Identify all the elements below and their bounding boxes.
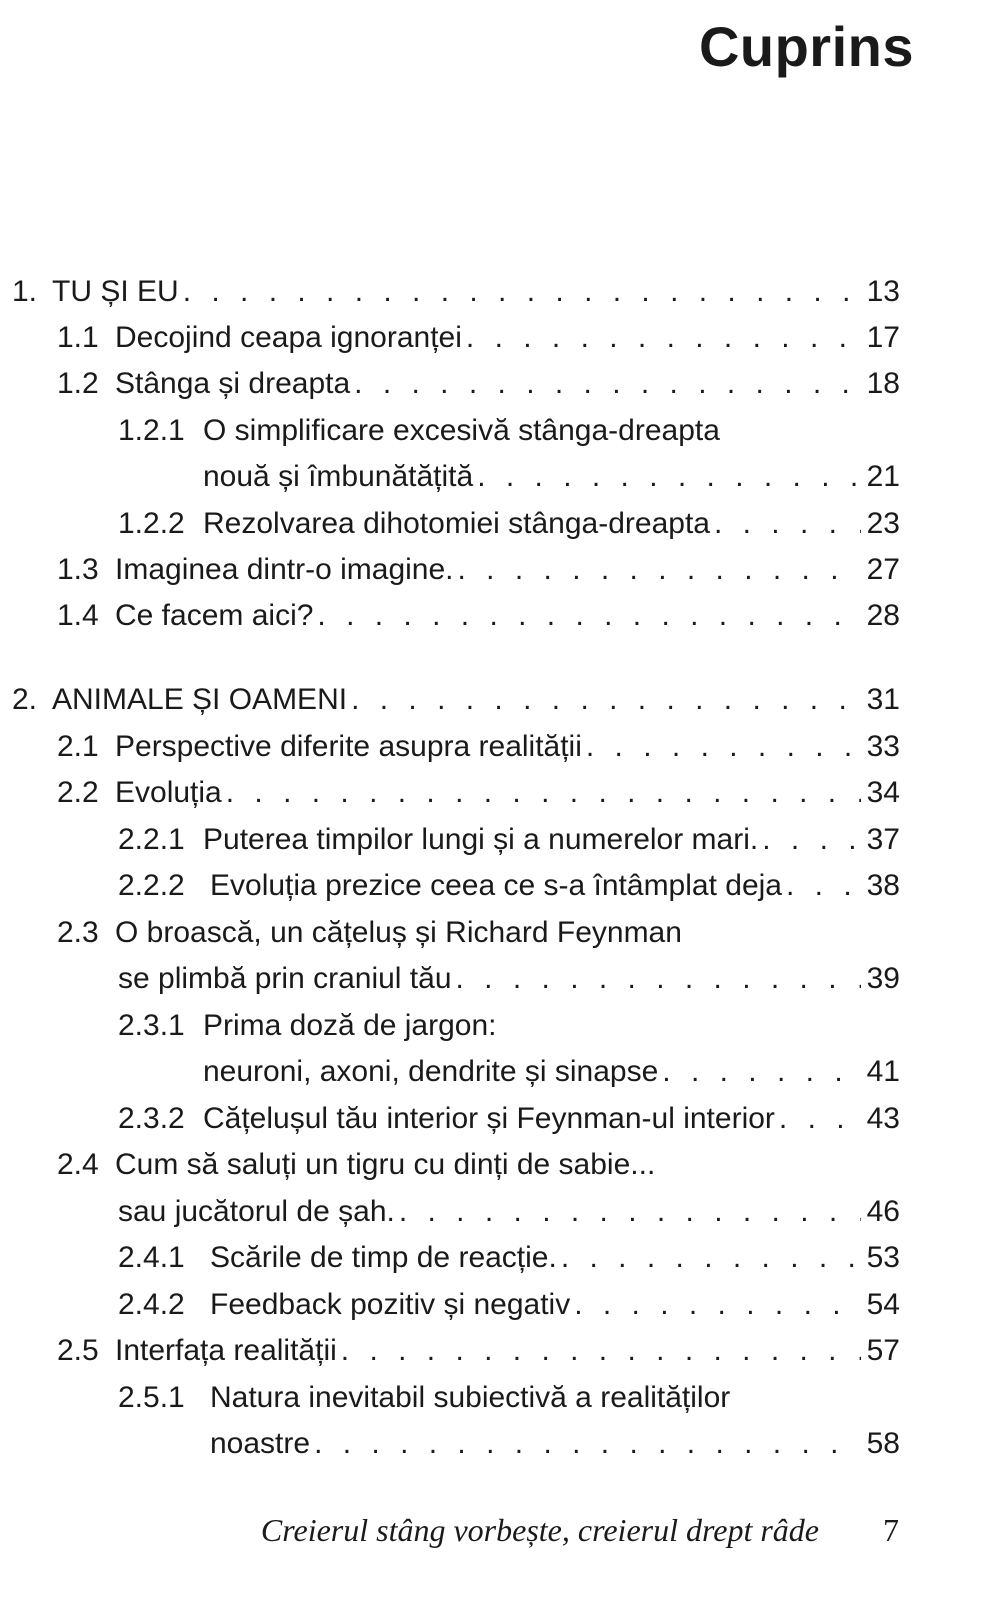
toc-leader-dots: [226, 773, 861, 813]
toc-leader-dots: [714, 504, 861, 544]
toc-label: Evoluția prezice ceea ce s-a întâmplat deja: [210, 869, 782, 902]
toc-label-line1: O broască, un cățeluș și Richard Feynman: [115, 916, 682, 949]
toc-leader-dots: [351, 680, 861, 720]
toc-entry[interactable]: [118, 959, 900, 999]
toc-page-number: 33: [866, 730, 900, 763]
toc-number: 1.2.1: [118, 414, 185, 447]
toc-label: Ce facem aici?: [115, 599, 314, 632]
toc-page-number: 39: [866, 962, 900, 995]
toc-number: 2.4.1: [118, 1241, 185, 1274]
toc-entry[interactable]: [210, 1238, 900, 1278]
toc-entry[interactable]: [115, 318, 900, 358]
toc-label: TU ȘI EU: [52, 275, 179, 308]
toc-number: 2.5.1: [118, 1381, 185, 1414]
toc-label: Interfața realității: [115, 1334, 337, 1367]
toc-leader-dots: [458, 550, 861, 590]
toc-page-number: 18: [866, 367, 900, 400]
footer-page-number: 7: [883, 1512, 899, 1548]
toc-number: 1.2.2: [118, 507, 185, 540]
toc-page-number: 46: [866, 1195, 900, 1228]
toc-number: 2.2.2: [118, 869, 185, 902]
toc-label: Scările de timp de reacție.: [210, 1241, 557, 1274]
toc-number: 2.3.1: [118, 1009, 185, 1042]
toc-entry[interactable]: [115, 773, 900, 813]
toc-label: sau jucătorul de șah.: [118, 1195, 395, 1228]
toc-entry[interactable]: [203, 820, 900, 860]
toc-page-number: 23: [866, 507, 900, 540]
toc-leader-dots: [314, 1424, 861, 1464]
toc-leader-dots: [354, 364, 860, 404]
toc-page-number: 34: [866, 776, 900, 809]
page-title: Cuprins: [698, 15, 914, 78]
toc-leader-dots: [341, 1331, 861, 1371]
toc-label: se plimbă prin craniul tău: [118, 962, 452, 995]
toc-page-number: 38: [866, 869, 900, 902]
toc-page-number: 37: [866, 823, 900, 856]
toc-leader-dots: [762, 820, 860, 860]
toc-entry[interactable]: [115, 364, 900, 404]
toc-label: Puterea timpilor lungi și a numerelor mari.: [203, 823, 759, 856]
toc-page-number: 43: [866, 1102, 900, 1135]
toc-label: nouă și îmbunătățită: [203, 460, 474, 493]
toc-leader-dots: [662, 1052, 860, 1092]
toc-page-number: 54: [866, 1288, 900, 1321]
toc-label-line1: O simplificare excesivă stânga-dreapta: [203, 414, 720, 447]
toc-number: 2.4.2: [118, 1288, 185, 1321]
toc-number: 2.: [12, 683, 38, 716]
toc-number: 1.: [12, 275, 38, 308]
toc-number: 2.2.1: [118, 823, 185, 856]
toc-label: Perspective diferite asupra realității: [115, 730, 582, 763]
toc-page-number: 13: [866, 275, 900, 308]
toc-leader-dots: [574, 1285, 860, 1325]
toc-number: 2.2: [57, 776, 99, 809]
toc-label: Cățelușul tău interior și Feynman-ul interior: [203, 1102, 775, 1135]
toc-entry[interactable]: [115, 550, 900, 590]
toc-entry[interactable]: [203, 504, 900, 544]
toc-number: 2.5: [57, 1334, 99, 1367]
toc-label-line1: Cum să saluți un tigru cu dinți de sabie...: [115, 1148, 656, 1181]
toc-number: 1.3: [57, 553, 99, 586]
toc-entry[interactable]: [52, 272, 900, 312]
toc-label: Stânga și dreapta: [115, 367, 351, 400]
toc-page-number: 17: [866, 321, 900, 354]
toc-leader-dots: [561, 1238, 861, 1278]
toc-leader-dots: [456, 959, 861, 999]
toc-number: 2.1: [57, 730, 99, 763]
toc-label: Feedback pozitiv și negativ: [210, 1288, 571, 1321]
toc-entry[interactable]: [203, 1099, 900, 1139]
toc-leader-dots: [399, 1192, 861, 1232]
toc-label: Rezolvarea dihotomiei stânga-dreapta: [203, 507, 710, 540]
toc-page-number: 58: [866, 1427, 900, 1460]
toc-entry[interactable]: [115, 1331, 900, 1371]
toc-number: 1.4: [57, 599, 99, 632]
toc-label: Evoluția: [115, 776, 222, 809]
toc-label: Imaginea dintr-o imagine.: [115, 553, 454, 586]
toc-page-number: 53: [866, 1241, 900, 1274]
toc-label: Decojind ceapa ignoranței: [115, 321, 462, 354]
toc-entry[interactable]: [115, 596, 900, 636]
toc-number: 2.3.2: [118, 1102, 185, 1135]
toc-leader-dots: [779, 1099, 861, 1139]
toc-leader-dots: [786, 866, 861, 906]
toc-entry[interactable]: [210, 866, 900, 906]
toc-entry[interactable]: [210, 1424, 900, 1464]
toc-leader-dots: [586, 727, 861, 767]
toc-entry[interactable]: [210, 1285, 900, 1325]
toc-entry[interactable]: [115, 727, 900, 767]
toc-number: 2.4: [57, 1148, 99, 1181]
toc-leader-dots: [317, 596, 860, 636]
toc-page-number: 28: [866, 599, 900, 632]
toc-entry[interactable]: [52, 680, 900, 720]
toc-leader-dots: [466, 318, 861, 358]
toc-label: neuroni, axoni, dendrite și sinapse: [203, 1055, 659, 1088]
toc-label-line1: Prima doză de jargon:: [203, 1009, 497, 1042]
toc-label-line1: Natura inevitabil subiectivă a realităților: [210, 1381, 731, 1414]
toc-page-number: 31: [866, 683, 900, 716]
page-footer: [0, 1512, 989, 1562]
toc-number: 1.1: [57, 321, 99, 354]
toc-label: ANIMALE ȘI OAMENI: [52, 683, 348, 716]
toc-page-number: 57: [866, 1334, 900, 1367]
toc-leader-dots: [183, 272, 861, 312]
toc-page-number: 27: [866, 553, 900, 586]
running-footer-book-title: Creierul stâng vorbește, creierul drept râde: [260, 1512, 819, 1548]
toc-label: noastre: [210, 1427, 311, 1460]
toc-number: 2.3: [57, 916, 99, 949]
toc-page-number: 21: [866, 460, 900, 493]
toc-entry[interactable]: [203, 1052, 900, 1092]
toc-entry[interactable]: [118, 1192, 900, 1232]
toc-entry[interactable]: [203, 457, 900, 497]
toc-leader-dots: [477, 457, 860, 497]
toc-page-number: 41: [866, 1055, 900, 1088]
toc-number: 1.2: [57, 367, 99, 400]
